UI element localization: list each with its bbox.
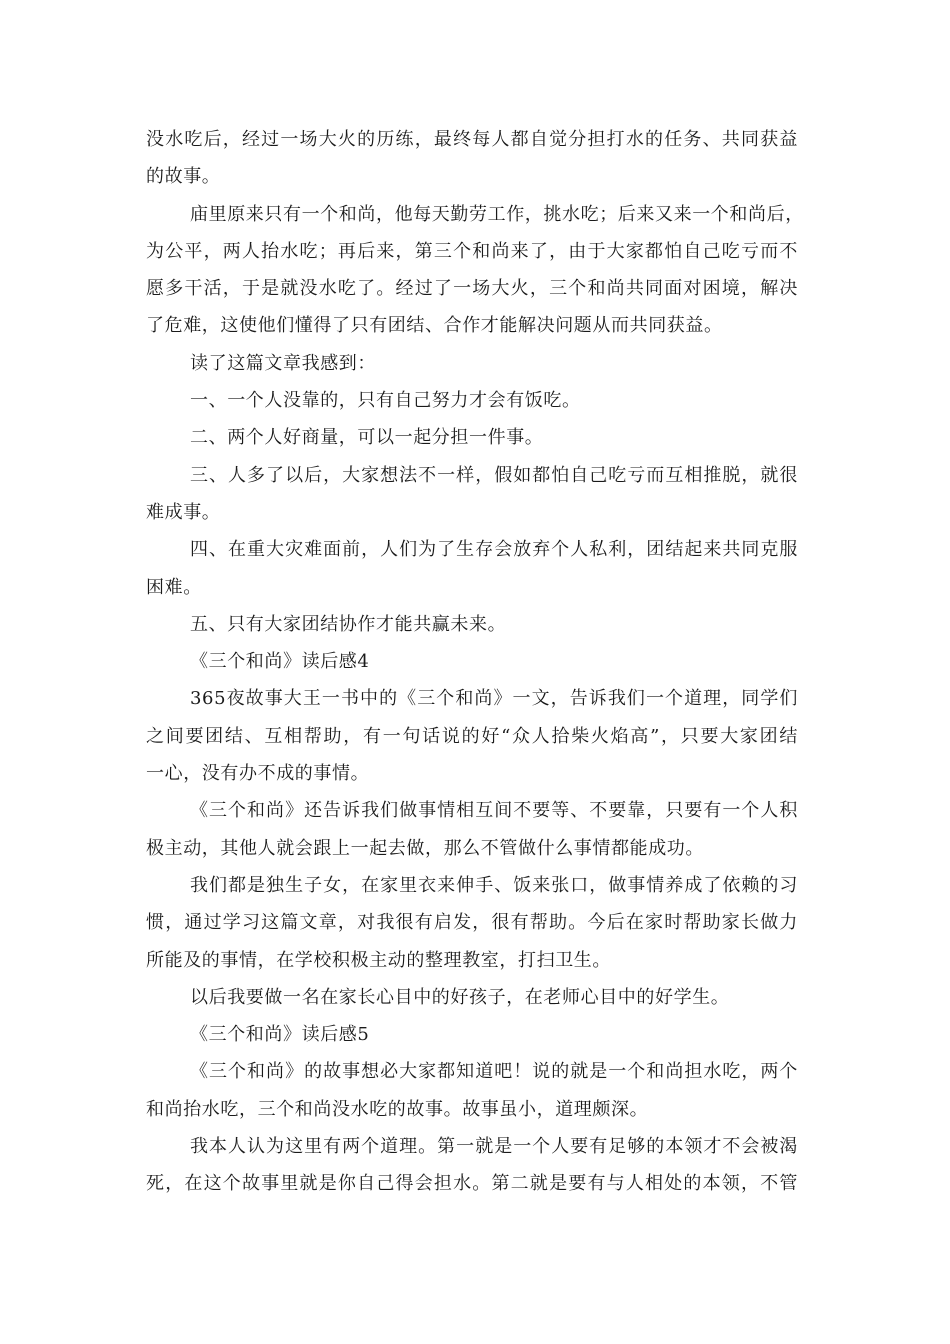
- text-line: 以后我要做一名在家长心目中的好孩子，在老师心目中的好学生。: [190, 986, 730, 1008]
- text-line: 困难。: [146, 576, 202, 598]
- text-line: 惯，通过学习这篇文章，对我很有启发，很有帮助。今后在家时帮助家长做力: [146, 912, 798, 934]
- section-heading: 《三个和尚》读后感5: [190, 1024, 370, 1046]
- text-line: 没水吃后，经过一场大火的历练，最终每人都自觉分担打水的任务、共同获益: [146, 129, 798, 150]
- text-line: 为公平，两人抬水吃；再后来，第三个和尚来了，由于大家都怕自己吃亏而不: [146, 240, 798, 262]
- text-line: 死，在这个故事里就是你自己得会担水。第二就是要有与人相处的本领，不管: [146, 1173, 798, 1195]
- text-line: 了危难，这使他们懂得了只有团结、合作才能解决问题从而共同获益。: [146, 315, 723, 337]
- text-line: 难成事。: [146, 501, 221, 523]
- text-line: 愿多干活，于是就没水吃了。经过了一场大火，三个和尚共同面对困境，解决: [146, 278, 798, 300]
- text-line: 极主动，其他人就会跟上一起去做，那么不管做什么事情都能成功。: [146, 837, 704, 859]
- text-line: 庙里原来只有一个和尚，他每天勤劳工作，挑水吃；后来又来一个和尚后，: [190, 203, 804, 225]
- text-line: 365夜故事大王一书中的《三个和尚》一文，告诉我们一个道理，同学们: [190, 688, 798, 710]
- document-page: [146, 121, 804, 1203]
- text-line: 一心，没有办不成的事情。: [146, 763, 370, 785]
- text-line: 我们都是独生子女，在家里衣来伸手、饭来张口，做事情养成了依赖的习: [190, 874, 798, 896]
- text-line: 二、两个人好商量，可以一起分担一件事。: [190, 427, 544, 449]
- text-line: 三、人多了以后，大家想法不一样，假如都怕自己吃亏而互相推脱，就很: [190, 464, 798, 486]
- text-line: 所能及的事情，在学校积极主动的整理教室，打扫卫生。: [146, 949, 611, 971]
- text-line: 五、只有大家团结协作才能共赢未来。: [190, 613, 507, 635]
- text-line: 读了这篇文章我感到：: [190, 352, 376, 374]
- section-heading: 《三个和尚》读后感4: [190, 651, 370, 673]
- text-line: 《三个和尚》还告诉我们做事情相互间不要等、不要靠，只要有一个人积: [190, 800, 798, 822]
- text-line: 《三个和尚》的故事想必大家都知道吧！说的就是一个和尚担水吃，两个: [190, 1061, 798, 1083]
- text-line: 的故事。: [146, 166, 221, 188]
- text-line: 和尚抬水吃，三个和尚没水吃的故事。故事虽小，道理颇深。: [146, 1098, 649, 1120]
- text-line: 四、在重大灾难面前，人们为了生存会放弃个人私利，团结起来共同克服: [190, 539, 798, 561]
- text-line: 一、一个人没靠的，只有自己努力才会有饭吃。: [190, 390, 581, 412]
- text-line: 我本人认为这里有两个道理。第一就是一个人要有足够的本领才不会被渴: [190, 1136, 798, 1158]
- text-line: 之间要团结、互相帮助，有一句话说的好“众人拾柴火焰高”，只要大家团结: [146, 725, 798, 747]
